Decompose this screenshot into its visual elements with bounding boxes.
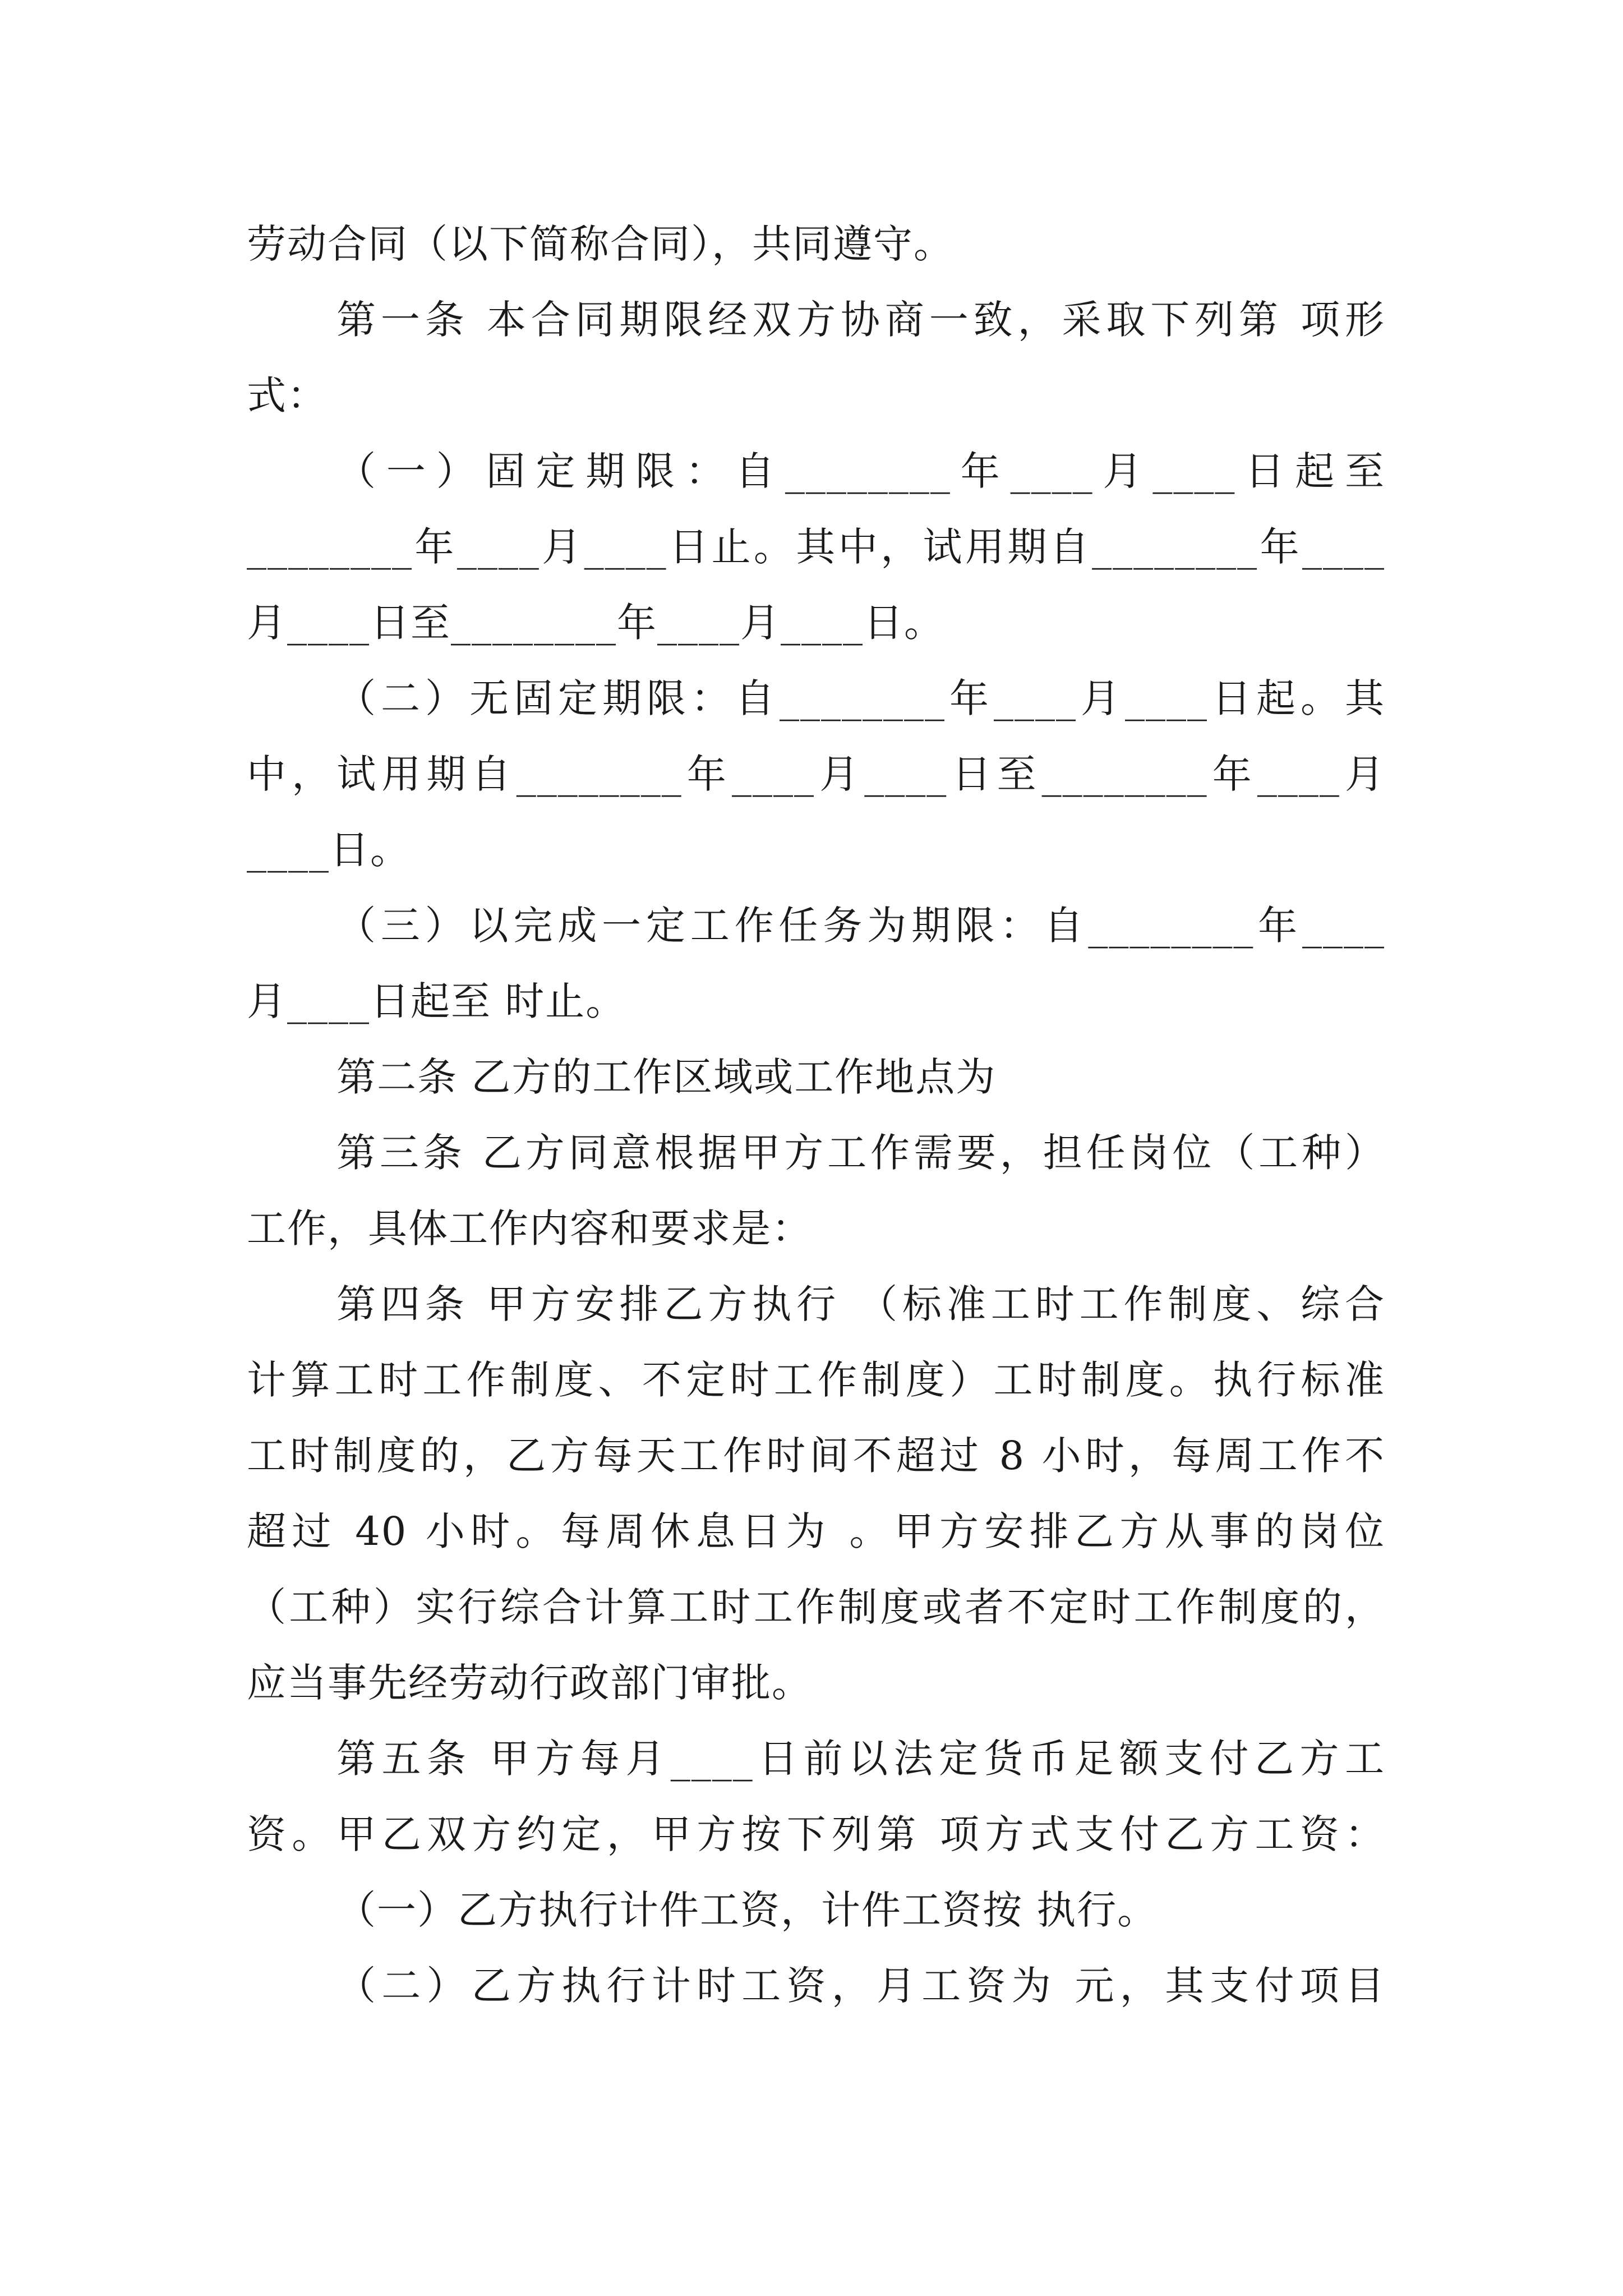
text-line: （二）无固定期限：自________年____月____日起。其 xyxy=(336,675,1385,721)
text-line: 超过 40 小时。每周休息日为 。甲方安排乙方从事的岗位 xyxy=(247,1508,1385,1554)
text-line: ____日。 xyxy=(247,827,411,873)
text-line: 工时制度的，乙方每天工作时间不超过 8 小时，每周工作不 xyxy=(247,1433,1385,1479)
text-line: （三）以完成一定工作任务为期限：自________年____ xyxy=(336,903,1385,949)
text-line: 中，试用期自________年____月____日至________年____月 xyxy=(247,751,1385,797)
text-line: （工种）实行综合计算工时工作制度或者不定时工作制度的， xyxy=(247,1584,1385,1630)
text-line: 工作，具体工作内容和要求是： xyxy=(247,1205,812,1251)
text-line: ________年____月____日止。其中，试用期自________年____ xyxy=(247,524,1385,570)
text-line: 第二条 乙方的工作区域或工作地点为 xyxy=(336,1054,997,1100)
text-line: 第一条 本合同期限经双方协商一致，采取下列第 项形 xyxy=(336,297,1385,343)
text-line: （一）乙方执行计件工资，计件工资按 执行。 xyxy=(336,1887,1158,1933)
text-line: 第四条 甲方安排乙方执行 （标准工时工作制度、综合 xyxy=(336,1281,1385,1327)
text-line: 第三条 乙方同意根据甲方工作需要，担任岗位（工种） xyxy=(336,1130,1385,1176)
text-line: 资。甲乙双方约定，甲方按下列第 项方式支付乙方工资： xyxy=(247,1811,1385,1857)
text-line: 月____日至________年____月____日。 xyxy=(247,600,944,646)
text-line: 劳动合同（以下简称合同），共同遵守。 xyxy=(247,221,954,267)
text-line: 月____日起至 时止。 xyxy=(247,978,626,1024)
text-line: （一）固定期限：自________年____月____日起至 xyxy=(336,448,1385,494)
text-line: 计算工时工作制度、不定时工作制度）工时制度。执行标准 xyxy=(247,1357,1385,1403)
text-line: 式： xyxy=(247,372,328,418)
text-line: （二）乙方执行计时工资，月工资为 元，其支付项目 xyxy=(336,1963,1385,2009)
text-line: 第五条 甲方每月____日前以法定货币足额支付乙方工 xyxy=(336,1736,1385,1782)
text-line: 应当事先经劳动行政部门审批。 xyxy=(247,1660,812,1706)
